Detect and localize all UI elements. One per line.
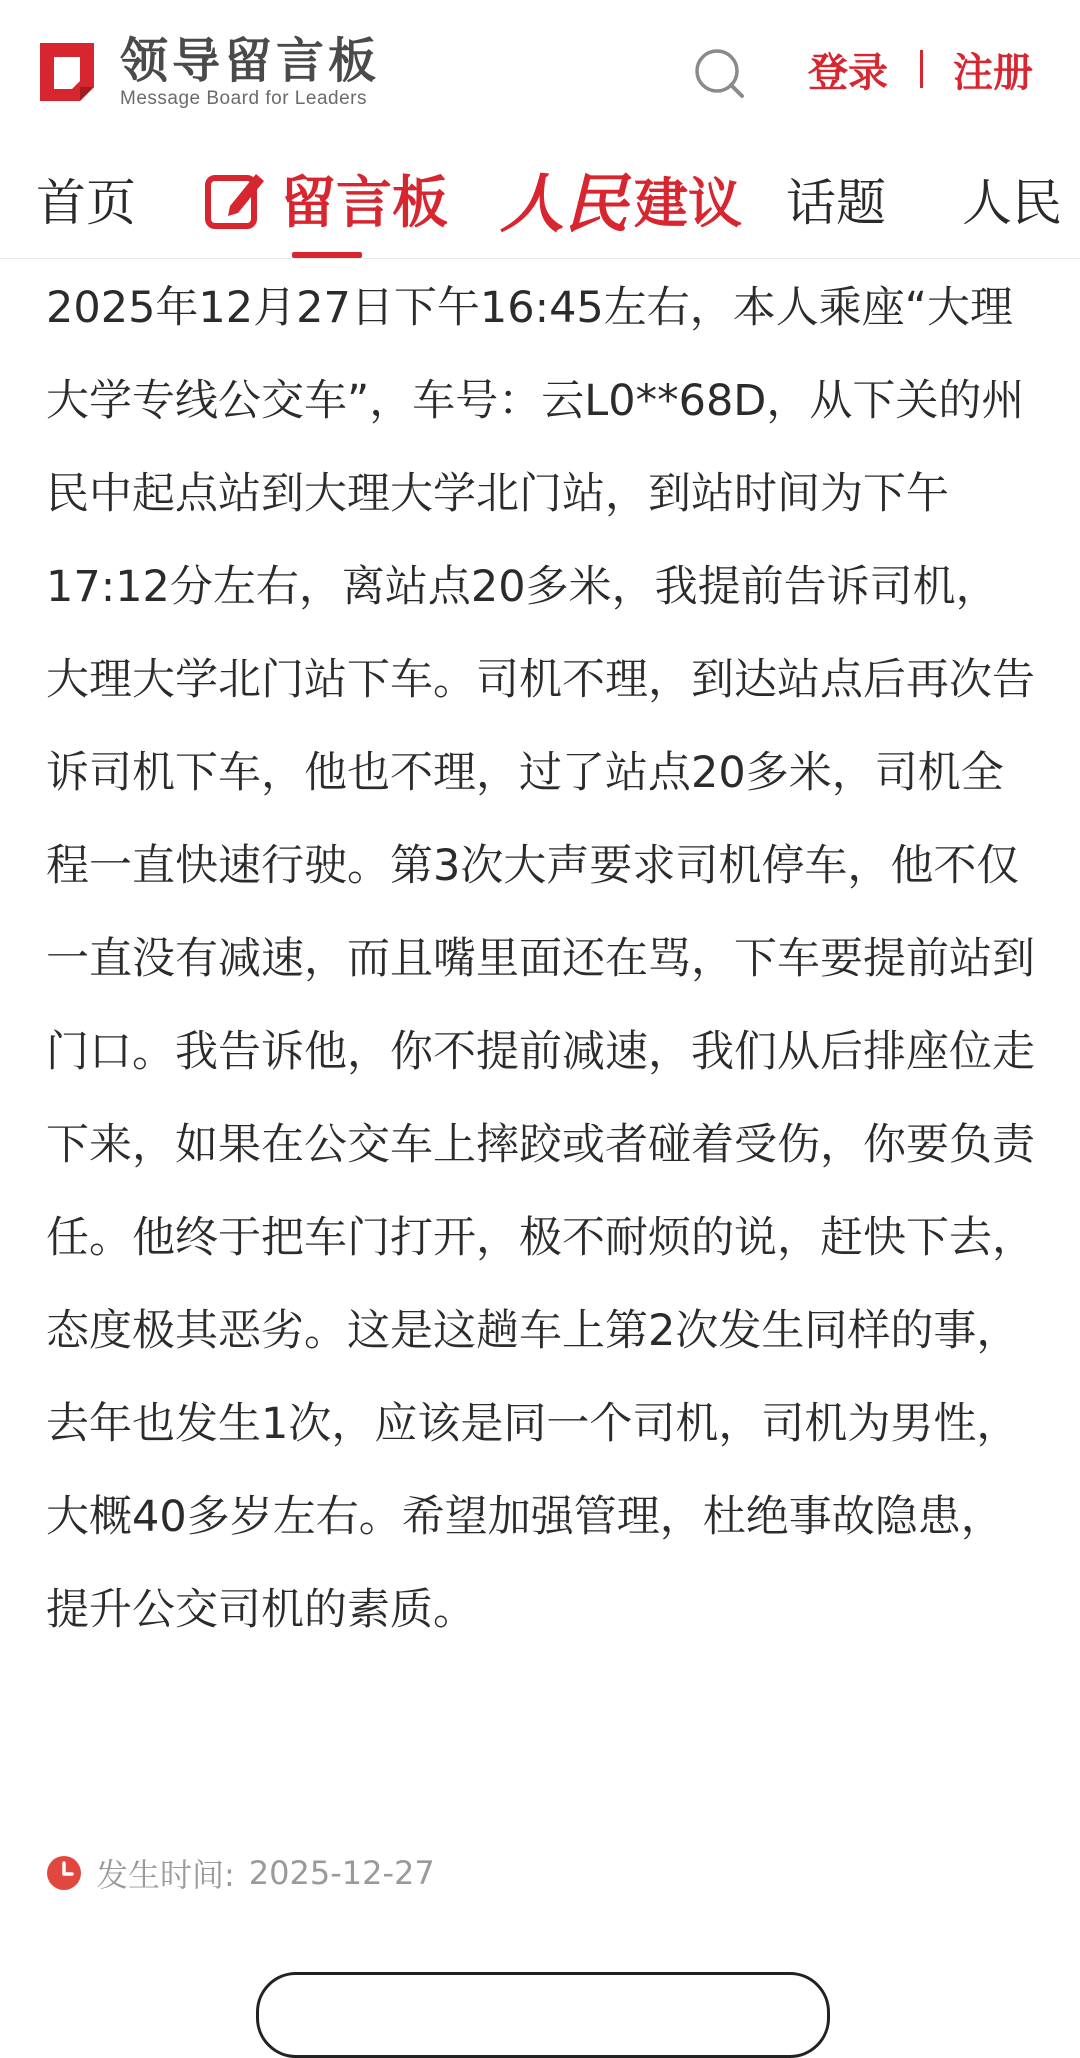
active-tab-indicator bbox=[292, 252, 362, 258]
site-logo[interactable] bbox=[30, 34, 380, 110]
login-link[interactable]: 登录 bbox=[808, 49, 888, 96]
nav-label-topics: 话题 bbox=[786, 174, 886, 232]
nav-label-people: 人民 bbox=[962, 174, 1062, 232]
nav-label-people-script: 人民 bbox=[500, 167, 628, 242]
nav-item-people-suggestions[interactable] bbox=[500, 140, 742, 258]
edit-icon bbox=[200, 164, 270, 234]
register-link[interactable]: 注册 bbox=[953, 49, 1033, 96]
nav-label-home: 首页 bbox=[36, 174, 136, 232]
nav-label-suggestions: 建议 bbox=[634, 171, 742, 235]
search-icon[interactable] bbox=[690, 44, 750, 104]
message-content bbox=[46, 262, 1036, 1657]
occurrence-time bbox=[46, 1848, 435, 1898]
auth-links bbox=[808, 42, 1033, 96]
message-body: 2025年12月27日下午16:45左右，本人乘座“大理大学专线公交车”，车号：云L0**68D，从下关的州民中起点站到大理大学北门站，到站时间为下午17:12分左右，离站点20多米，我提前告诉司机，大理大学北门站下车。司机不理，到达站点后再次告诉司机下车，他也不理，过了站点20多米，司机全程一直快速行驶。第3次大声要求司机停车，他不仅一直没有减速，而且嘴里面还在骂，下车要提前站到门口。我告诉他，你不提前减速，我们从后排座位走下来，如果在公交车上摔跤或者碰着受伤，你要负责任。他终于把车门打开，极不耐烦的说，赶快下去，态度极其恶劣。这是这趟车上第2次发生同样的事，去年也发生1次，应该是同一个司机，司机为男性，大概40多岁左右。希望加强管理，杜绝事故隐患，提升公交司机的素质。 bbox=[46, 283, 1035, 1635]
logo-icon bbox=[30, 35, 104, 109]
nav-item-message-board[interactable] bbox=[200, 140, 448, 258]
logo-title: 领导留言板 bbox=[120, 33, 381, 89]
nav-item-people[interactable] bbox=[962, 140, 1062, 258]
time-label: 发生时间: bbox=[96, 1856, 235, 1894]
logo-subtitle: Message Board for Leaders bbox=[120, 88, 367, 109]
clock-icon bbox=[46, 1855, 82, 1891]
nav-label-message-board: 留言板 bbox=[280, 171, 448, 236]
app-header bbox=[0, 0, 1080, 140]
nav-item-topics[interactable] bbox=[786, 140, 886, 258]
auth-divider bbox=[920, 50, 923, 88]
time-value: 2025-12-27 bbox=[248, 1854, 435, 1892]
bottom-action-button[interactable] bbox=[256, 1972, 830, 2058]
main-nav bbox=[0, 140, 1080, 259]
nav-item-home[interactable] bbox=[36, 140, 136, 258]
